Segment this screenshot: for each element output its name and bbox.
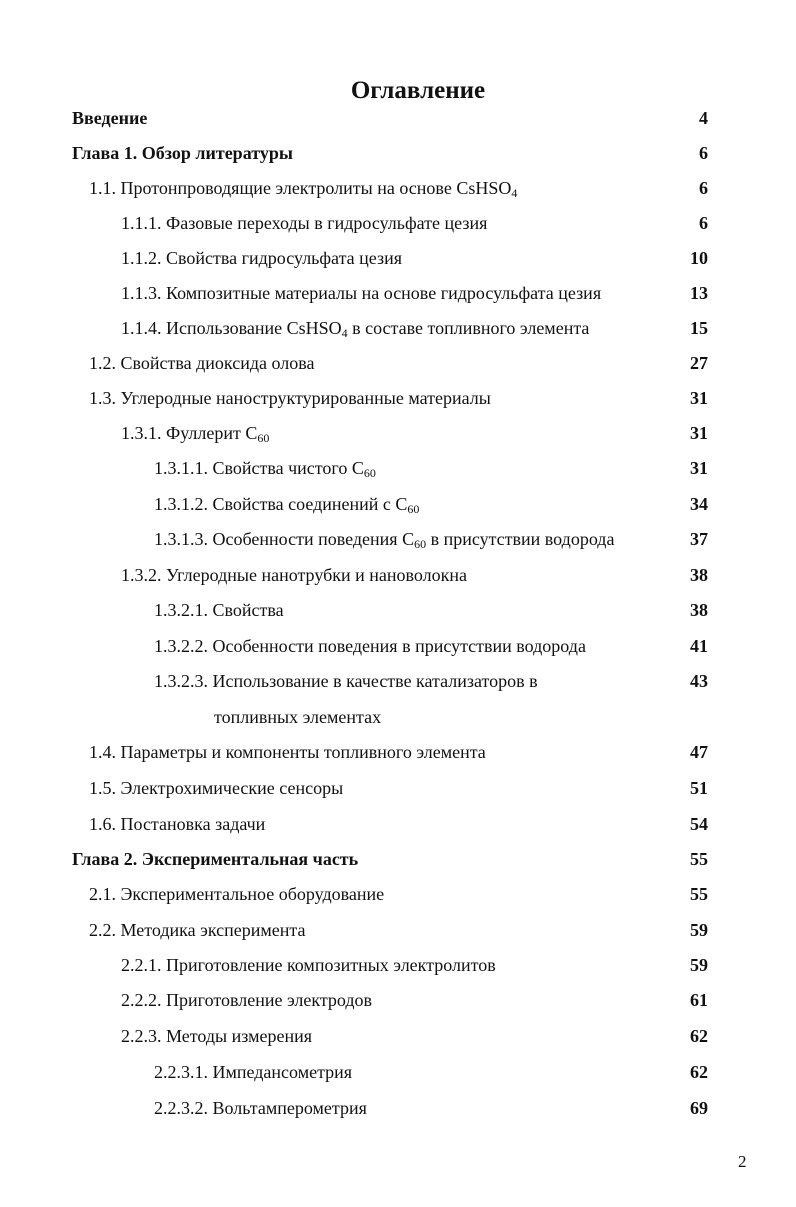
toc-page-number: 47	[690, 742, 708, 762]
page-title: Оглавление	[350, 77, 486, 104]
toc-page-number: 62	[690, 1062, 708, 1082]
toc-page-number: 38	[690, 600, 708, 620]
page-number: 2	[738, 1152, 747, 1171]
toc-page-number: 59	[690, 955, 708, 975]
toc-page-number: 10	[690, 248, 708, 268]
toc-page-number: 6	[699, 213, 708, 233]
toc-page-number: 51	[690, 778, 708, 798]
toc-page-number: 31	[690, 458, 708, 478]
toc-page-number: 38	[690, 565, 708, 585]
toc-page-number: 59	[690, 920, 708, 940]
toc-page-number: 13	[690, 283, 708, 303]
toc-page-number: 55	[690, 884, 708, 904]
toc-page-number: 61	[690, 990, 708, 1010]
toc-page-number: 43	[690, 671, 708, 691]
toc-page-number: 54	[690, 814, 708, 834]
toc-page-number: 41	[690, 636, 708, 656]
toc-page-number: 37	[690, 529, 708, 549]
toc-page-number: 55	[690, 849, 708, 869]
toc-page-number: 31	[690, 423, 708, 443]
toc-page-number: 69	[690, 1098, 708, 1118]
toc-page-number: 4	[699, 108, 708, 128]
toc-page-number: 6	[699, 178, 708, 198]
toc-page-number: 34	[690, 494, 708, 514]
toc-page-number: 6	[699, 143, 708, 163]
toc-page-number: 15	[690, 318, 708, 338]
toc-entry-continuation: топливных элементах	[214, 707, 382, 727]
toc-page-number: 62	[690, 1026, 708, 1046]
toc-page-number: 31	[690, 388, 708, 408]
toc-page-number: 27	[690, 353, 708, 373]
